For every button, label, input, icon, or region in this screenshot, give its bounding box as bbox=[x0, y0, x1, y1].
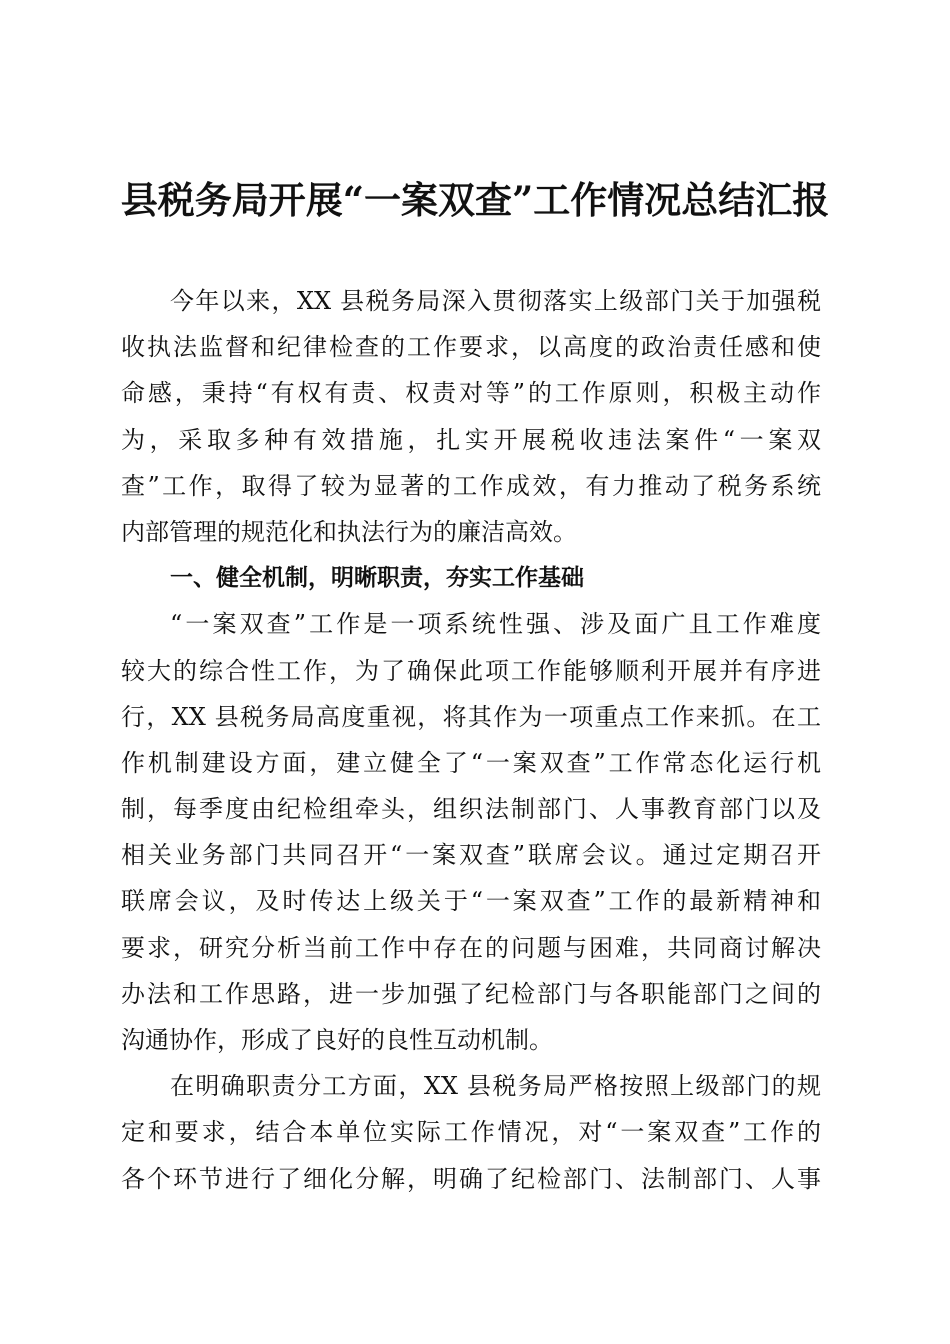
document-body bbox=[121, 278, 821, 1202]
paragraph-2-line-6: 相关业务部门共同召开“一案双查”联席会议。通过定期召开 bbox=[121, 841, 821, 870]
section-heading-1: 一、健全机制，明晰职责，夯实工作基础 bbox=[170, 565, 584, 592]
paragraph-2-line-1: “一案双查”工作是一项系统性强、涉及面广且工作难度 bbox=[170, 610, 821, 639]
paragraph-2-line-7: 联席会议，及时传达上级关于“一案双查”工作的最新精神和 bbox=[121, 887, 821, 916]
paragraph-1-line-1: 今年以来，XX 县税务局深入贯彻落实上级部门关于加强税 bbox=[170, 287, 821, 315]
paragraph-1-line-2: 收执法监督和纪律检查的工作要求，以高度的政治责任感和使 bbox=[121, 333, 821, 362]
paragraph-1-line-3: 命感，秉持“有权有责、权责对等”的工作原则，积极主动作 bbox=[121, 379, 821, 408]
paragraph-3-line-2: 定和要求，结合本单位实际工作情况，对“一案双查”工作的 bbox=[121, 1118, 821, 1147]
paragraph-1-line-4: 为，采取多种有效措施，扎实开展税收违法案件“一案双 bbox=[121, 425, 821, 454]
paragraph-2-line-9: 办法和工作思路，进一步加强了纪检部门与各职能部门之间的 bbox=[121, 979, 821, 1008]
paragraph-2-line-3: 行，XX 县税务局高度重视，将其作为一项重点工作来抓。在工 bbox=[121, 702, 821, 731]
paragraph-3-line-1: 在明确职责分工方面，XX 县税务局严格按照上级部门的规 bbox=[170, 1072, 821, 1101]
paragraph-2-line-5: 制，每季度由纪检组牵头，组织法制部门、人事教育部门以及 bbox=[121, 795, 821, 824]
paragraph-1-line-5: 查”工作，取得了较为显著的工作成效，有力推动了税务系统 bbox=[121, 471, 821, 500]
document-title: 县税务局开展“一案双查”工作情况总结汇报 bbox=[120, 178, 830, 222]
paragraph-3-line-3: 各个环节进行了细化分解，明确了纪检部门、法制部门、人事 bbox=[121, 1164, 821, 1193]
paragraph-1-line-6: 内部管理的规范化和执法行为的廉洁高效。 bbox=[121, 517, 577, 546]
paragraph-2-line-2: 较大的综合性工作，为了确保此项工作能够顺利开展并有序进 bbox=[121, 656, 821, 685]
paragraph-2-line-10: 沟通协作，形成了良好的良性互动机制。 bbox=[121, 1026, 553, 1054]
paragraph-2-line-4: 作机制建设方面，建立健全了“一案双查”工作常态化运行机 bbox=[121, 748, 821, 777]
paragraph-2-line-8: 要求，研究分析当前工作中存在的问题与困难，共同商讨解决 bbox=[121, 933, 821, 962]
